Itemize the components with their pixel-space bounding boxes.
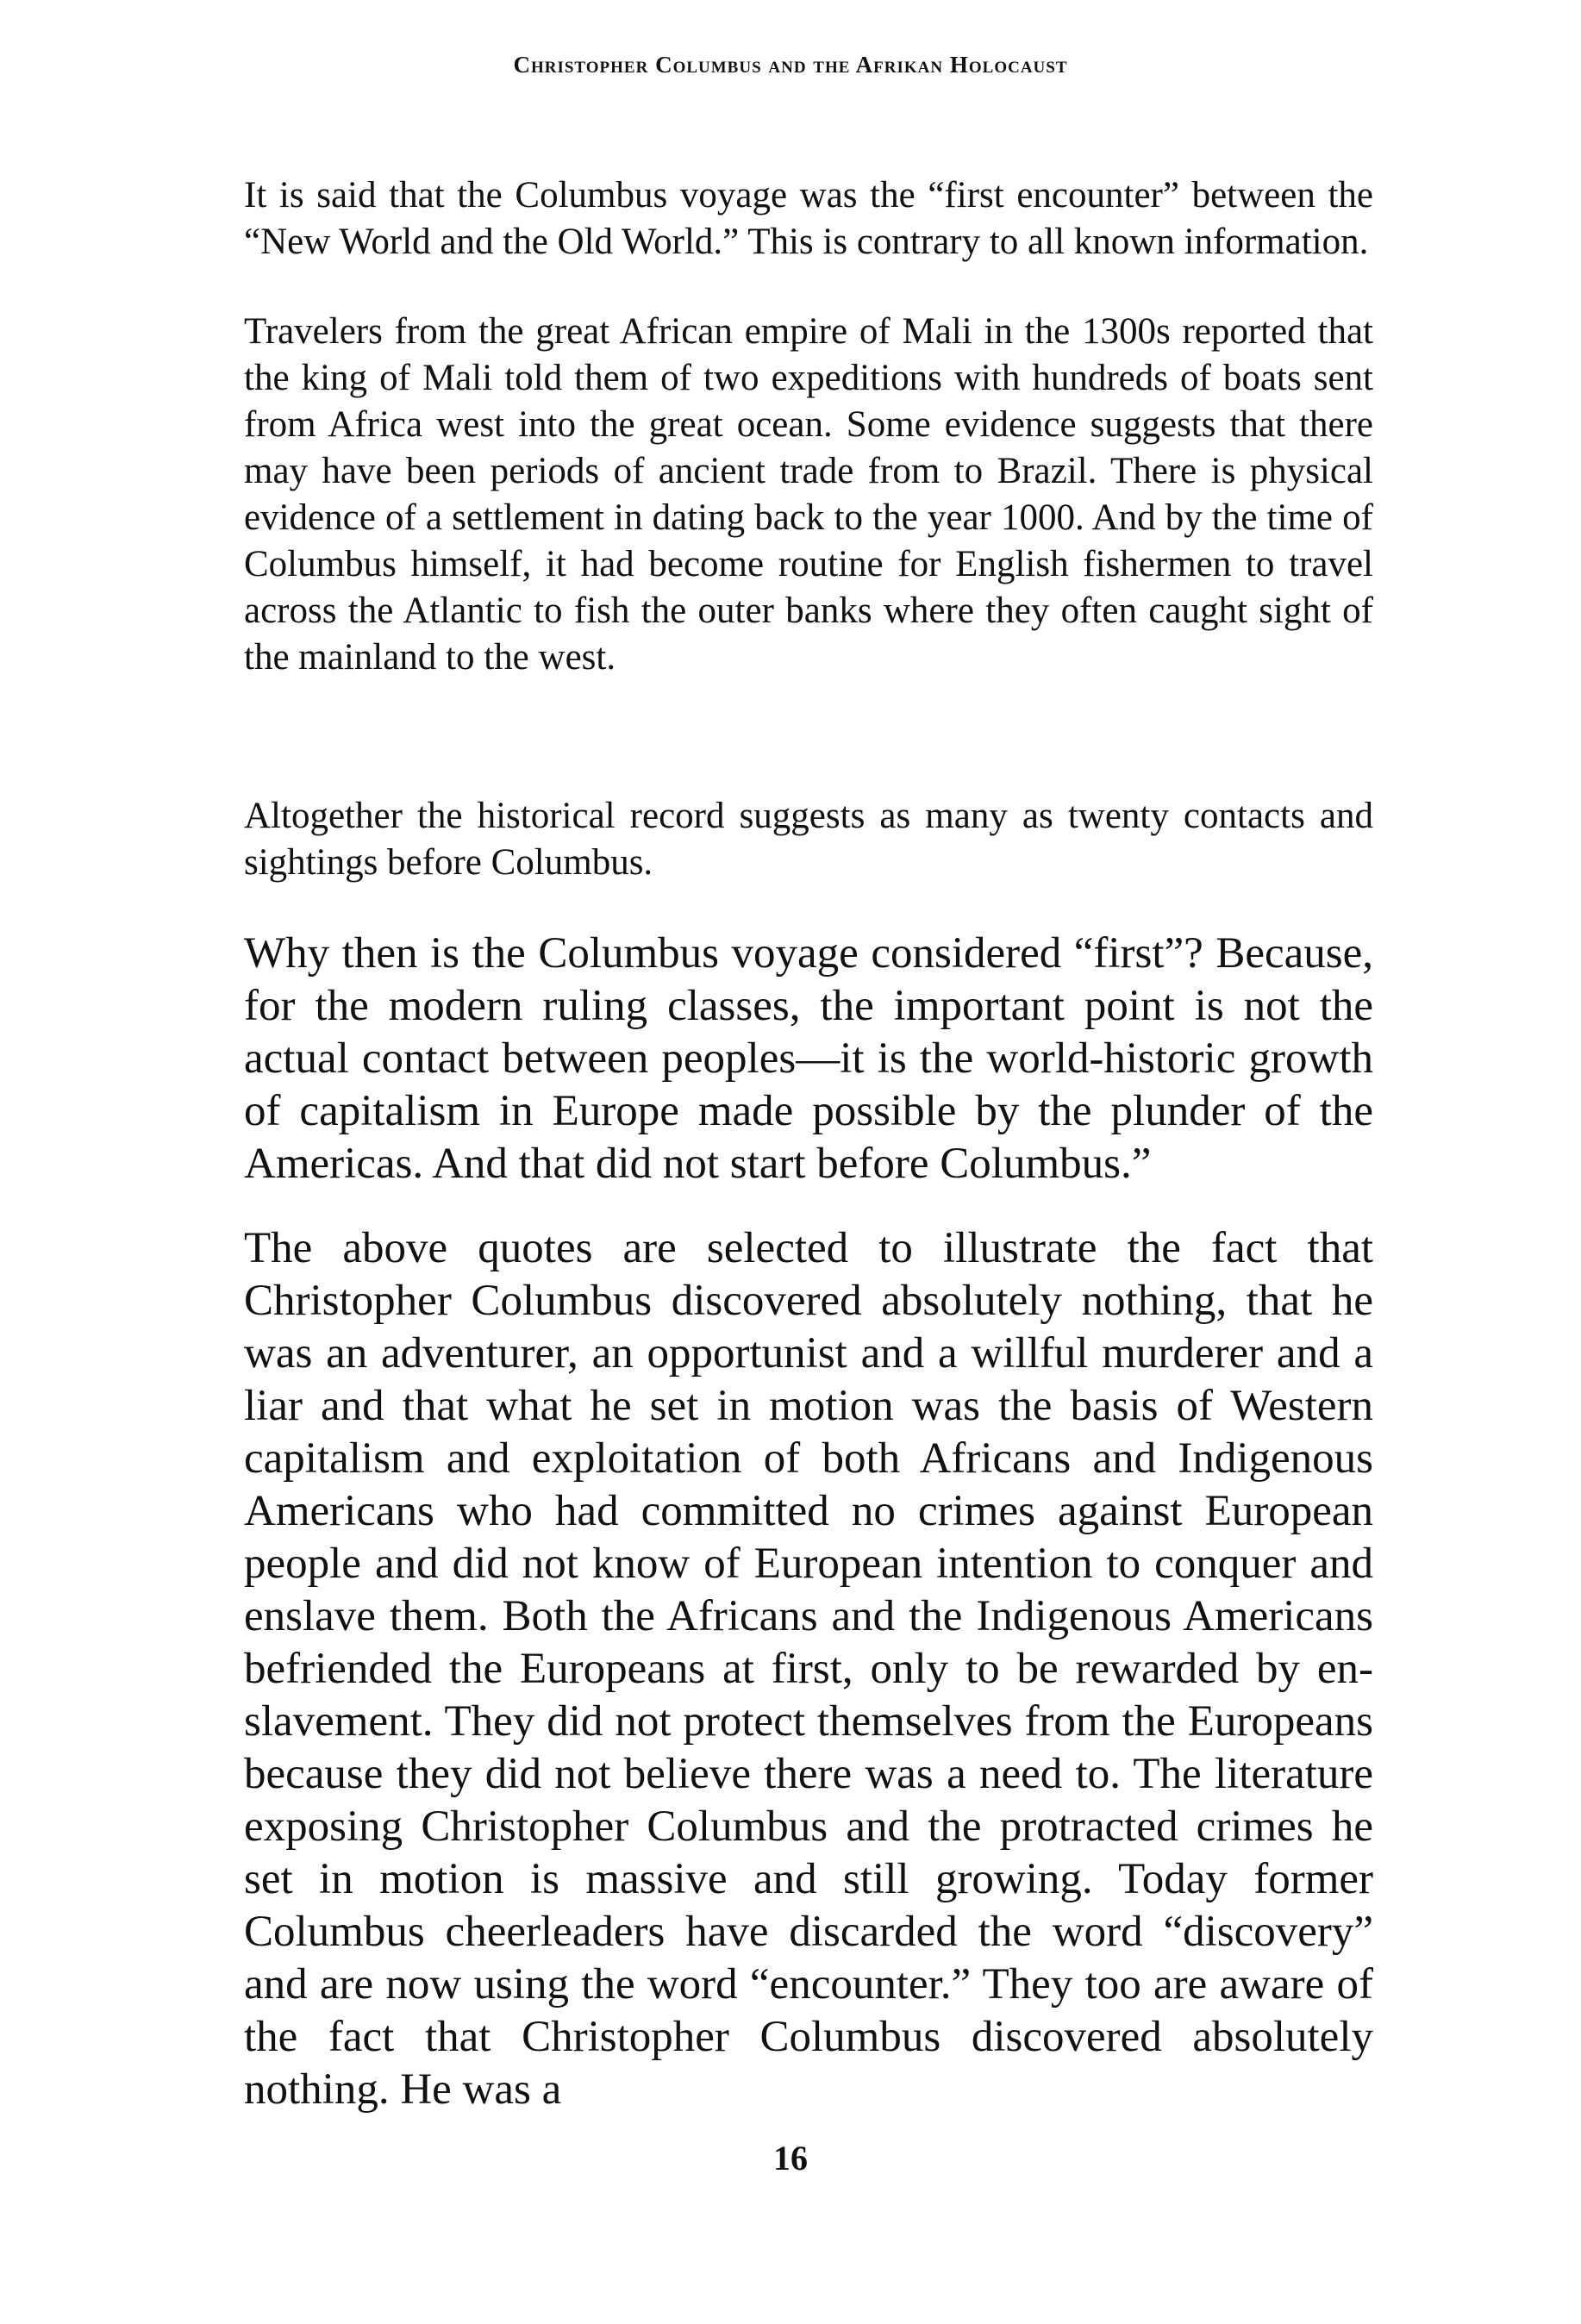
quote-paragraph-first-encounter: It is said that the Columbus voyage was the “first encounter” between the “New World and the Old World.” This is contrary to all known information. (244, 175, 1373, 262)
paragraph-why-first: Why then is the Columbus voyage considered “first”? Because, for the modern ruling classes, the important point is not the actual contact between peoples—it is the world-historic growth of capitalism in Europe made possible by the plunder of the Americas. And that did not start before Columbus.” (244, 929, 1373, 1188)
paragraph-above-quotes: The above quotes are selected to illustrate the fact that Christopher Columbus discovered absolutely nothing, that he was an adventurer, an opportunist and a willful murderer and a liar and that what he set in motion was the basis of Western capitalism and exploitation of both Africans and Indigenous Americans who had committed no crimes against European people and did not know of European intention to conquer and enslave them. Both the Africans and the Indigenous Americans befriended the Europeans at first, only to be rewarded by enslavement. They did not protect themselves from the Europeans because they did not believe there was a need to. The literature exposing Christopher Columbus and the protracted crimes he set in motion is massive and still growing. Today former Columbus cheerleaders have discarded the word “discovery” and are now using the word “encounter.” They too are aware of the fact that Christopher Columbus discovered absolutely nothing. He was a (244, 1224, 1373, 2114)
running-head: Christopher Columbus and the Afrikan Holocaust (513, 52, 1068, 78)
quote-paragraph-contacts: Altogether the historical record suggests as many as twenty contacts and sightings before Columbus. (244, 796, 1373, 883)
page-number: 16 (773, 2139, 808, 2177)
quote-paragraph-mali: Travelers from the great African empire of Mali in the 1300s reported that the king of Mali told them of two expeditions with hundreds of boats sent from Africa west into the great ocean. Some evidence suggests that there may have been periods of ancient trade from to Brazil. There is physical evidence of a settlement in dating back to the year 1000. And by the time of Columbus himself, it had become routine for English fishermen to travel across the Atlantic to fish the outer banks where they often caught sight of the mainland to the west. (244, 311, 1373, 678)
